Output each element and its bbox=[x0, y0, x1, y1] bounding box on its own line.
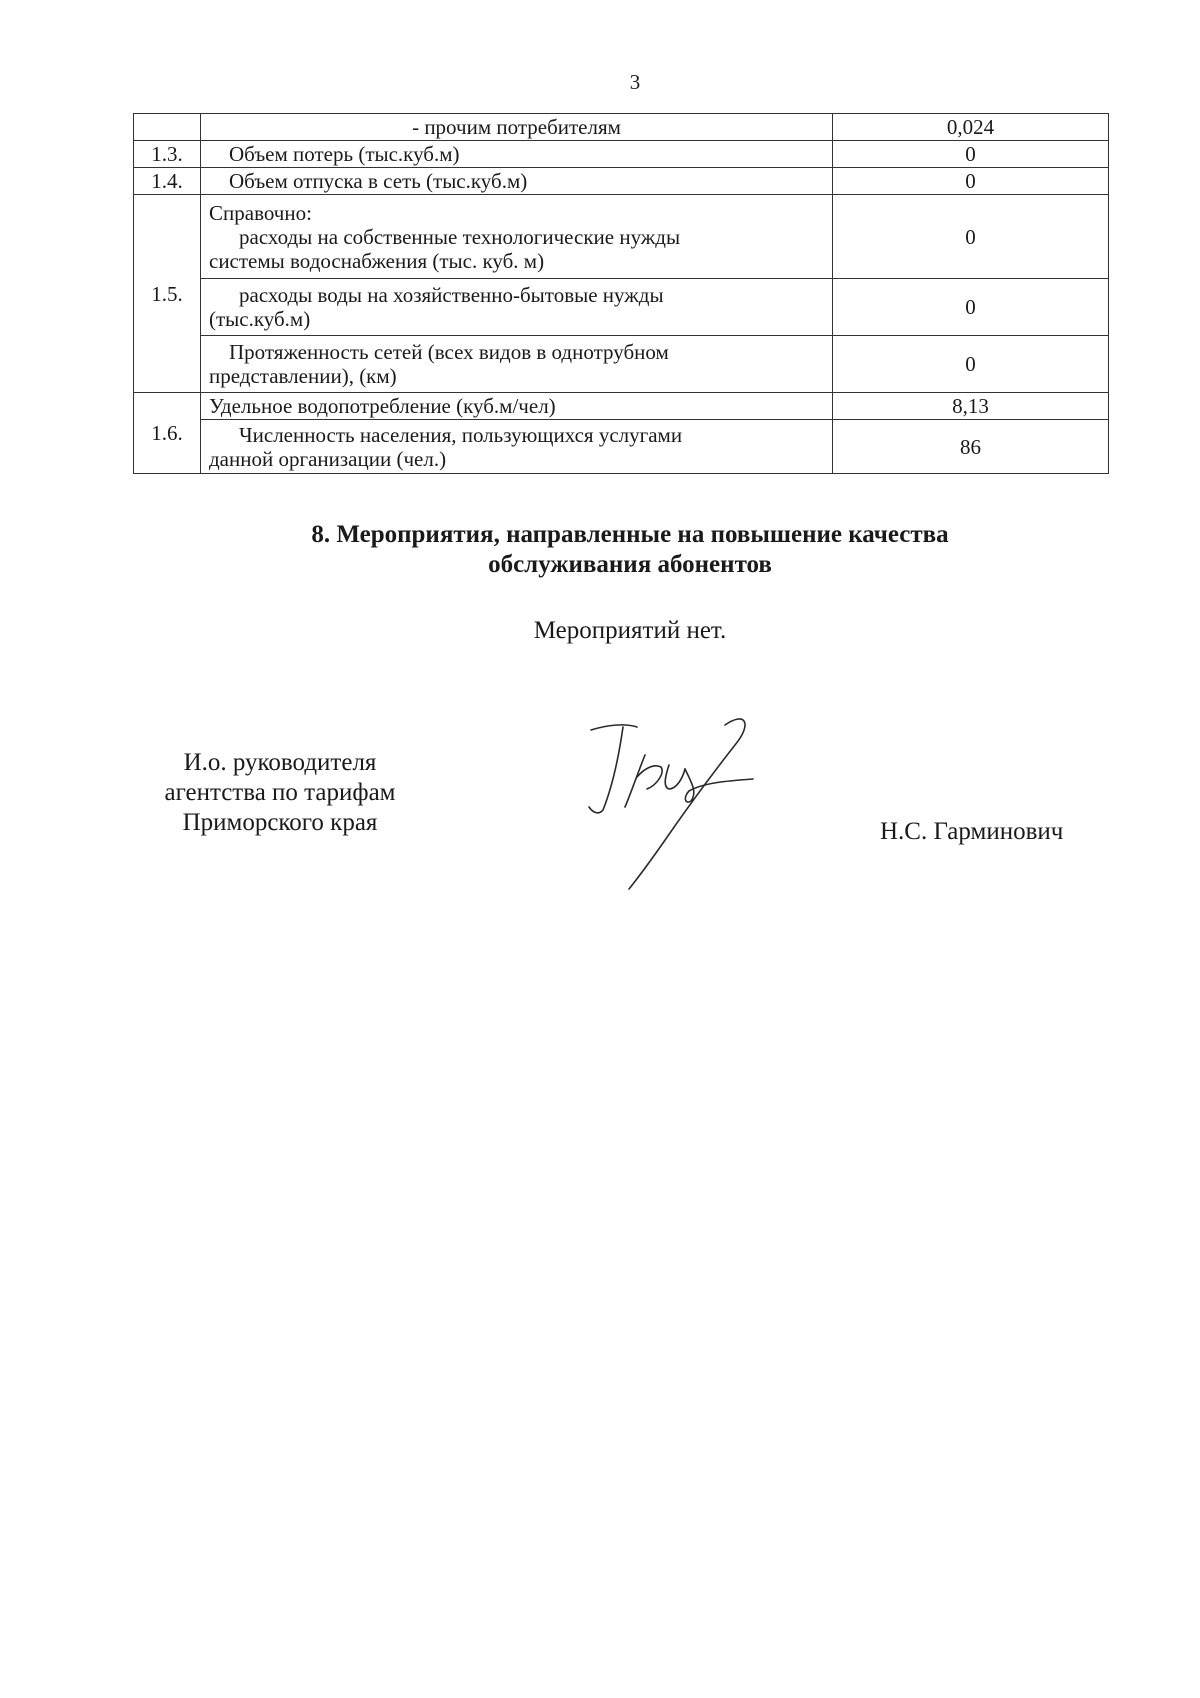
row-description bbox=[201, 279, 833, 336]
row-value: 86 bbox=[833, 420, 1109, 474]
signatory-title bbox=[120, 748, 440, 838]
row-number: 1.3. bbox=[134, 141, 201, 168]
row-number: 1.4. bbox=[134, 168, 201, 195]
page-number: 3 bbox=[629, 70, 641, 94]
table-row bbox=[134, 114, 1109, 141]
row-description-line: данной организации (чел.) bbox=[209, 446, 447, 471]
signatory-name: Н.С. Гарминович bbox=[880, 818, 1064, 845]
row-value: 8,13 bbox=[833, 393, 1109, 420]
row-description-line: представлении), (км) bbox=[209, 364, 397, 388]
row-description-line: расходы на собственные технологические нужды bbox=[239, 224, 681, 249]
row-description: Удельное водопотребление (куб.м/чел) bbox=[201, 393, 833, 420]
row-description bbox=[201, 195, 833, 279]
row-description-line: Протяженность сетей (всех видов в однотрубном bbox=[229, 340, 669, 364]
table-row bbox=[134, 195, 1109, 279]
row-description-line: расходы воды на хозяйственно-бытовые нужды bbox=[239, 283, 664, 307]
row-value: 0 bbox=[833, 336, 1109, 393]
table-row bbox=[134, 393, 1109, 420]
reference-label: Справочно: bbox=[209, 200, 312, 225]
row-description-line: Численность населения, пользующихся услугами bbox=[239, 422, 683, 447]
row-value: 0 bbox=[833, 168, 1109, 195]
table-row bbox=[134, 141, 1109, 168]
signatory-title-line: агентства по тарифам bbox=[164, 779, 396, 806]
row-value: 0,024 bbox=[833, 114, 1109, 141]
table-row bbox=[134, 420, 1109, 474]
table-row bbox=[134, 336, 1109, 393]
section-heading-line: 8. Мероприятия, направленные на повышение качества bbox=[311, 521, 949, 548]
row-description: Объем потерь (тыс.куб.м) bbox=[201, 141, 833, 168]
section-heading bbox=[200, 520, 1060, 580]
row-value: 0 bbox=[833, 195, 1109, 279]
row-description: - прочим потребителям bbox=[201, 114, 833, 141]
row-value: 0 bbox=[833, 141, 1109, 168]
row-description bbox=[201, 336, 833, 393]
handwritten-signature bbox=[585, 715, 805, 895]
row-description bbox=[201, 420, 833, 474]
row-description: Объем отпуска в сеть (тыс.куб.м) bbox=[201, 168, 833, 195]
table-row bbox=[134, 168, 1109, 195]
row-description-line: системы водоснабжения (тыс. куб. м) bbox=[209, 248, 545, 273]
section-body-text: Мероприятий нет. bbox=[533, 617, 727, 644]
row-number: 1.5. bbox=[134, 195, 201, 393]
signatory-title-line: И.о. руководителя bbox=[183, 749, 377, 776]
table-row bbox=[134, 279, 1109, 336]
indicators-table bbox=[133, 113, 1109, 474]
section-heading-line: обслуживания абонентов bbox=[488, 551, 772, 578]
signatory-title-line: Приморского края bbox=[182, 809, 378, 836]
row-value: 0 bbox=[833, 279, 1109, 336]
row-number: 1.6. bbox=[134, 393, 201, 474]
row-number-cell bbox=[134, 114, 201, 141]
row-description-line: (тыс.куб.м) bbox=[209, 307, 311, 331]
